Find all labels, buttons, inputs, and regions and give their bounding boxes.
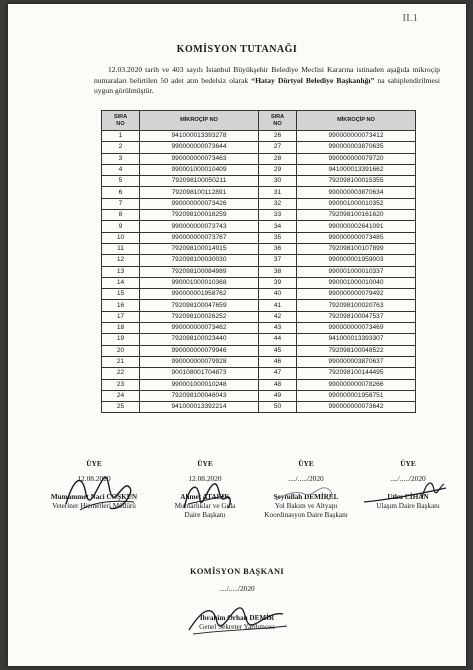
mikrocip-cell: 990000001958762 <box>140 289 259 300</box>
mikrocip-cell: 792098100047659 <box>140 300 259 311</box>
sira-no-cell: 10 <box>102 232 140 243</box>
signature-member-3 <box>270 474 340 508</box>
sira-no-cell: 18 <box>102 323 140 334</box>
table-row <box>102 390 416 401</box>
mikrocip-cell: 792098100107899 <box>297 243 416 254</box>
mikrocip-cell: 990000000073485 <box>297 232 416 243</box>
member-title: Koordinasyon Daire Başkanı <box>264 511 348 519</box>
table-row <box>102 255 416 266</box>
page-number: II.1 <box>402 12 418 24</box>
mikrocip-cell: 990001000010248 <box>140 379 259 390</box>
sira-no-cell: 19 <box>102 334 140 345</box>
sira-no-cell: 50 <box>259 402 297 413</box>
sira-no-cell: 33 <box>259 210 297 221</box>
mikrocip-cell: 990000000073463 <box>140 153 259 164</box>
table-row <box>102 277 416 288</box>
table-row <box>102 368 416 379</box>
table-row <box>102 402 416 413</box>
member-role: ÜYE <box>298 459 314 468</box>
mikrocip-cell: 990001000010337 <box>297 266 416 277</box>
mikrocip-cell: 990000003870635 <box>297 142 416 153</box>
mikrocip-cell: 990000000079928 <box>140 356 259 367</box>
member-date: 12.08.2020 <box>188 474 222 483</box>
mikrocip-cell: 792098100144495 <box>297 368 416 379</box>
chief-date: ..../...../2020 <box>219 584 255 593</box>
intro-text-2: na sahiplendirilmesi uygun görülmüştür. <box>94 75 440 96</box>
sira-no-cell: 23 <box>102 379 140 390</box>
mikrocip-cell: 990000000079720 <box>297 153 416 164</box>
sira-no-cell: 12 <box>102 255 140 266</box>
mikrocip-cell: 900108001704873 <box>140 368 259 379</box>
member-name: Seyfullah DEMİREL <box>273 493 339 501</box>
mikrocip-cell: 990000000073412 <box>297 131 416 142</box>
sira-no-cell: 40 <box>259 289 297 300</box>
mikrocip-cell: 990001000010368 <box>140 277 259 288</box>
sira-no-cell: 26 <box>259 131 297 142</box>
sira-no-cell: 41 <box>259 300 297 311</box>
sira-no-cell: 9 <box>102 221 140 232</box>
sira-no-cell: 48 <box>259 379 297 390</box>
member-name: Utku CİHAN <box>387 493 429 501</box>
table-row <box>102 164 416 175</box>
sira-no-cell: 45 <box>259 345 297 356</box>
sira-no-cell: 11 <box>102 243 140 254</box>
table-row <box>102 187 416 198</box>
table-row <box>102 142 416 153</box>
header-sira-no-left: SIRA NO <box>102 111 140 131</box>
mikrocip-cell: 990000000079492 <box>297 289 416 300</box>
sira-no-cell: 39 <box>259 277 297 288</box>
mikrocip-cell: 792098100015355 <box>297 176 416 187</box>
mikrocip-cell: 792098100050211 <box>140 176 259 187</box>
sira-no-cell: 25 <box>102 402 140 413</box>
mikrocip-cell: 792098100047537 <box>297 311 416 322</box>
mikrocip-cell: 792098100112891 <box>140 187 259 198</box>
sira-no-cell: 3 <box>102 153 140 164</box>
sira-no-cell: 13 <box>102 266 140 277</box>
sira-no-cell: 44 <box>259 334 297 345</box>
mikrocip-cell: 792098100020763 <box>297 300 416 311</box>
sira-no-cell: 6 <box>102 187 140 198</box>
mikrocip-cell: 990000000079946 <box>140 345 259 356</box>
table-row <box>102 334 416 345</box>
table-row <box>102 210 416 221</box>
table-row <box>102 356 416 367</box>
mikrocip-cell: 990000002641091 <box>297 221 416 232</box>
mikrocip-cell: 792098100030030 <box>140 255 259 266</box>
table-row <box>102 176 416 187</box>
table-row <box>102 131 416 142</box>
mikrocip-cell: 990000003870637 <box>297 356 416 367</box>
mikrocip-cell: 990001000010040 <box>297 277 416 288</box>
mikrocip-cell: 990000000073426 <box>140 198 259 209</box>
sira-no-cell: 15 <box>102 289 140 300</box>
sira-no-cell: 35 <box>259 232 297 243</box>
mikrocip-cell: 792098100023440 <box>140 334 259 345</box>
member-title: Ulaşım Daire Başkanı <box>376 502 440 510</box>
table-row <box>102 300 416 311</box>
sira-no-cell: 29 <box>259 164 297 175</box>
member-title: Veteriner Hizmetleri Müdürü <box>52 502 136 510</box>
sira-no-cell: 8 <box>102 210 140 221</box>
microchip-table <box>101 110 416 413</box>
member-name: Mumammet Naci COŞKUN <box>50 493 138 501</box>
mikrocip-cell: 990000000073469 <box>297 323 416 334</box>
sira-no-cell: 2 <box>102 142 140 153</box>
table-header-row <box>102 111 416 131</box>
mikrocip-cell: 792098100161620 <box>297 210 416 221</box>
document-page <box>8 4 466 666</box>
sira-no-cell: 32 <box>259 198 297 209</box>
table-row <box>102 232 416 243</box>
sira-no-cell: 27 <box>259 142 297 153</box>
member-role: ÜYE <box>197 459 213 468</box>
intro-text-bold: “Hatay Dörtyol Belediye Başkanlığı” <box>251 75 375 85</box>
table-row <box>102 153 416 164</box>
member-date: ..../...../2020 <box>288 474 324 483</box>
sira-no-cell: 46 <box>259 356 297 367</box>
sira-no-cell: 17 <box>102 311 140 322</box>
mikrocip-cell: 990000000073642 <box>297 402 416 413</box>
table-row <box>102 198 416 209</box>
sira-no-cell: 7 <box>102 198 140 209</box>
mikrocip-cell: 792098100014915 <box>140 243 259 254</box>
table-row <box>102 289 416 300</box>
sira-no-cell: 37 <box>259 255 297 266</box>
document-title: KOMİSYON TUTANAĞI <box>176 44 298 55</box>
mikrocip-cell: 792098100048522 <box>297 345 416 356</box>
mikrocip-cell: 990000000073462 <box>140 323 259 334</box>
sira-no-cell: 38 <box>259 266 297 277</box>
table-row <box>102 345 416 356</box>
member-title: Daire Başkanı <box>184 511 226 519</box>
sira-no-cell: 34 <box>259 221 297 232</box>
sira-no-cell: 30 <box>259 176 297 187</box>
mikrocip-cell: 990000000073743 <box>140 221 259 232</box>
member-name: Ahmet ATALIK <box>180 493 230 501</box>
mikrocip-cell: 990001000010352 <box>297 198 416 209</box>
table-row <box>102 379 416 390</box>
mikrocip-cell: 990000000078266 <box>297 379 416 390</box>
mikrocip-cell: 941000013393307 <box>297 334 416 345</box>
table-row <box>102 266 416 277</box>
header-sira-no-right: SIRA NO <box>259 111 297 131</box>
mikrocip-cell: 941000013392214 <box>140 402 259 413</box>
mikrocip-cell: 990000001959003 <box>297 255 416 266</box>
sira-no-cell: 43 <box>259 323 297 334</box>
intro-paragraph <box>94 65 440 97</box>
member-title: Yol Bakım ve Altyapı <box>274 502 338 510</box>
mikrocip-cell: 792098100018259 <box>140 210 259 221</box>
mikrocip-cell: 990000003870634 <box>297 187 416 198</box>
table-row <box>102 221 416 232</box>
mikrocip-cell: 990000001958751 <box>297 390 416 401</box>
signature-member-2 <box>176 474 236 516</box>
mikrocip-cell: 941000013391662 <box>297 164 416 175</box>
sira-no-cell: 31 <box>259 187 297 198</box>
sira-no-cell: 28 <box>259 153 297 164</box>
chief-name: İbrahim Orhan DEMİR <box>199 614 275 622</box>
table-row <box>102 243 416 254</box>
sira-no-cell: 36 <box>259 243 297 254</box>
sira-no-cell: 14 <box>102 277 140 288</box>
mikrocip-cell: 792098100046043 <box>140 390 259 401</box>
mikrocip-cell: 792098100084989 <box>140 266 259 277</box>
member-role: ÜYE <box>400 459 416 468</box>
sira-no-cell: 21 <box>102 356 140 367</box>
sira-no-cell: 22 <box>102 368 140 379</box>
chief-position: Genel Sekreter Yardımcısı <box>199 623 275 631</box>
member-date: ..../...../2020 <box>390 474 426 483</box>
sira-no-cell: 49 <box>259 390 297 401</box>
sira-no-cell: 4 <box>102 164 140 175</box>
header-mikrocip-right: MİKROÇİP NO <box>297 111 416 131</box>
table-row <box>102 323 416 334</box>
sira-no-cell: 5 <box>102 176 140 187</box>
mikrocip-cell: 792098100026252 <box>140 311 259 322</box>
signature-member-4 <box>360 472 450 508</box>
mikrocip-cell: 990001000010409 <box>140 164 259 175</box>
table-row <box>102 311 416 322</box>
signature-member-1 <box>60 464 140 520</box>
sira-no-cell: 24 <box>102 390 140 401</box>
member-role: ÜYE <box>86 459 102 468</box>
signature-chief <box>183 600 293 640</box>
sira-no-cell: 1 <box>102 131 140 142</box>
table-body <box>102 131 416 413</box>
intro-text-1: 12.03.2020 tarih ve 403 sayılı İstanbul Büyükşehir Belediye Meclisi Kararına istinaden aşağıda mikroçip numaraları belirtilen 50 adet atın bedelsiz olarak <box>94 65 440 85</box>
sira-no-cell: 42 <box>259 311 297 322</box>
chief-title: KOMİSYON BAŞKANI <box>189 567 285 576</box>
sira-no-cell: 20 <box>102 345 140 356</box>
mikrocip-cell: 941000013393278 <box>140 131 259 142</box>
mikrocip-cell: 990000000073767 <box>140 232 259 243</box>
header-mikrocip-left: MİKROÇİP NO <box>140 111 259 131</box>
mikrocip-cell: 990000000073644 <box>140 142 259 153</box>
member-date: 12.08.2020 <box>77 474 111 483</box>
sira-no-cell: 47 <box>259 368 297 379</box>
sira-no-cell: 16 <box>102 300 140 311</box>
member-title: Muhtarlıklar ve Gıda <box>174 502 236 510</box>
